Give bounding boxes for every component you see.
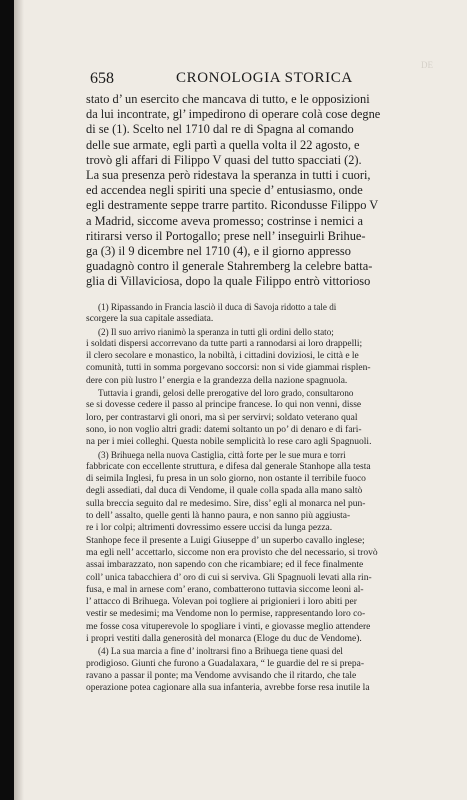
footnote-line: (4) La sua marcia a fine d’ inoltrarsi fino a Brihuega tiene quasi del <box>98 646 343 657</box>
footnote-line: l’ attacco di Brihuega. Volevan poi togliere ai prigionieri i loro abiti per <box>86 597 357 608</box>
footnote-line: scorgere la sua capitale assediata. <box>86 314 214 325</box>
footnote-line: ravano a passar il ponte; ma Vendome avvisando che il ritardo, che tale <box>86 670 357 681</box>
footnote-line: di seimila Inglesi, fu presa in un solo giorno, non ostante il terribile fuoco <box>86 474 366 485</box>
text-line: ga (3) il 9 dicembre nel 1710 (4), e il giorno appresso <box>86 244 351 259</box>
page-header <box>90 70 417 90</box>
footnote-line: se si dovesse cedere il passo al principe francese. Io qui non venni, disse <box>86 400 362 411</box>
text-line: ritirarsi verso il Portogallo; prese nell’ inseguirli Brihue- <box>86 228 366 243</box>
footnote-line: loro, per contrastarvi gli onori, ma sì per servirvi; soldato veterano qual <box>86 412 358 423</box>
running-title: CRONOLOGIA STORICA <box>176 70 353 86</box>
footnote-line: i propri vestiti dalla generosità del monarca (Eloge du duc de Vendome). <box>86 634 362 645</box>
footnote-line: fusa, e mal in arnese com’ erano, combatterono tuttavia siccome leoni al- <box>86 584 364 595</box>
text-line: da lui incontrate, gl’ impedirono di operare colà cose degne <box>86 107 381 122</box>
footnote-line: sono, io non voglio altri gradi: datemi soltanto un po’ di denaro e di fari- <box>86 424 362 435</box>
text-line: stato d’ un esercito che mancava di tutto, e le opposizioni <box>86 92 370 106</box>
footnote-line: i soldati dispersi accorrevano da tutte parti a rannodarsi ai loro drappelli; <box>86 338 363 349</box>
footnote-line: na per i miei colleghi. Questa nobile semplicità lo rese caro agli Spagnuoli. <box>86 437 372 448</box>
footnote-line: vestir se medesimi; ma Vendome non lo permise, rappresentando loro co- <box>86 609 366 620</box>
text-line: guadagnò contro il generale Stahremberg la celebre batta- <box>86 259 373 274</box>
footnote-line: degli assediati, dal duca di Vendome, il quale colla spada alla mano saltò <box>86 486 363 497</box>
footnote-line: ma egli nell’ accettarlo, siccome non era provisto che del necessario, si trovò <box>86 547 378 558</box>
text-line: di se (1). Scelto nel 1710 dal re di Spagna al comando <box>86 122 354 137</box>
footnote-line: sulla breccia seguito dal re medesimo. Sire, diss’ egli al monarca nel pun- <box>86 498 366 509</box>
text-line: trovò gli affari di Filippo V quasi del tutto spacciati (2). <box>86 152 362 167</box>
footnote-line: il clero secolare e monastico, la nobiltà, i cittadini doviziosi, le città e le <box>86 351 359 362</box>
footnote-line: operazione potea cagionare alla sua infanteria, avrebbe forse resa inutile la <box>86 683 370 694</box>
book-page <box>14 0 467 800</box>
footnote-line: assai imbarazzato, non sapendo con che ricambiare; ed il fece finalmente <box>86 560 364 571</box>
text-line: La sua presenza però ridestava la speranza in tutti i cuori, <box>86 168 371 183</box>
text-line: egli destramente seppe trarre partito. Ricondusse Filippo V <box>86 198 379 213</box>
footnote-line: Tuttavia i grandi, gelosi delle prerogative del loro grado, consultarono <box>98 388 354 399</box>
footnote-line: Stanhope fece il presente a Luigi Giuseppe d’ un superbo cavallo inglese; <box>86 535 365 546</box>
footnote-line: (1) Ripassando in Francia lasciò il duca di Savoja ridotto a tale di <box>98 302 337 312</box>
text-line: a Madrid, siccome aveva promesso; costrinse i nemici a <box>86 213 363 228</box>
text-line: ed accendea negli spiriti una specie d’ entusiasmo, onde <box>86 183 363 198</box>
footnote-line: comunità, tutti in somma porgevano soccorsi: non si vide giammai risplen- <box>86 363 371 374</box>
text-line: glia di Villaviciosa, dopo la quale Filippo entrò vittorioso <box>86 274 371 289</box>
footnote-line: dere con più lustro l’ energia e la grandezza della nazione spagnuola. <box>86 375 348 386</box>
footnote-line: to dell’ assalto, quelle genti là hanno paura, e non sanno più aggiusta- <box>86 511 351 522</box>
footnote-line: coll’ unica tabacchiera d’ oro di cui si serviva. Gli Spagnuoli levati alla rin- <box>86 572 372 583</box>
footnote-line: (3) Brihuega nella nuova Castiglia, città forte per le sue mura e torri <box>98 449 346 460</box>
text-line: delle sue armate, egli partì a quella volta il 22 agosto, e <box>86 137 360 152</box>
footnote-line: prodigioso. Giunti che furono a Guadalaxara, “ le guardie del re si prepa- <box>86 658 365 669</box>
main-text <box>86 92 434 290</box>
footnote-line: re i lor colpi; altrimenti dovressimo essere uccisi da lunga pezza. <box>86 523 333 534</box>
footnote-line: fabbricate con eccellente struttura, e difesa dal generale Stanhope alla testa <box>86 461 371 472</box>
footnote-line: me fosse cosa vituperevole lo spogliare i vinti, e giovasse meglio attendere <box>86 621 371 632</box>
page-number: 658 <box>90 70 114 87</box>
footnote-line: (2) Il suo arrivo rianimò la speranza in tutti gli ordini dello stato; <box>98 326 334 337</box>
footnotes <box>86 301 436 695</box>
bleed-through-text: DE <box>421 60 433 70</box>
